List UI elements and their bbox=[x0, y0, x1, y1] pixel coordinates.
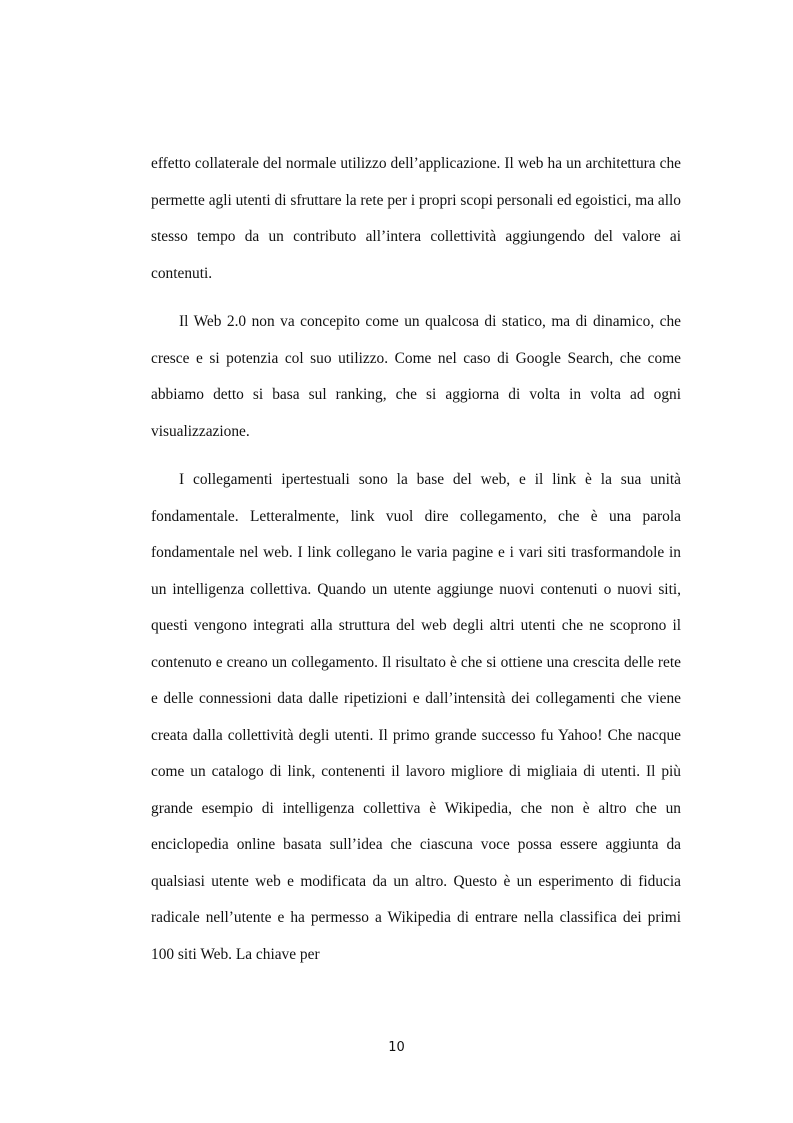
paragraph-web-architecture: effetto collaterale del normale utilizzo dell’applicazione. Il web ha un architettura che permette agli utenti di sfruttare la rete per i propri scopi personali ed egoistici, ma allo stesso tempo da un contributo all’intera collettività aggiungendo del valore ai contenuti. bbox=[151, 155, 681, 282]
page-number: 10 bbox=[388, 1040, 405, 1055]
paragraph-hyperlinks-collective-intelligence: I collegamenti ipertestuali sono la base del web, e il link è la sua unità fondamentale. Letteralmente, link vuol dire collegamento, che è una parola fondamentale nel web. I link collegano le varia pagine e i vari siti trasformandole in un intelligenza collettiva. Quando un utente aggiunge nuovi contenuti o nuovi siti, questi vengono integrati alla struttura del web degli altri utenti che ne scoprono il contenuto e creano un collegamento. Il risultato è che si ottiene una crescita delle rete e delle connessioni data dalle ripetizioni e dall’intensità dei collegamenti che viene creata dalla collettività degli utenti. Il primo grande successo fu Yahoo! Che nacque come un catalogo di link, contenenti il lavoro migliore di migliaia di utenti. Il più grande esempio di intelligenza collettiva è Wikipedia, che non è altro che un enciclopedia online basata sull’idea che ciascuna voce possa essere aggiunta da qualsiasi utente web e modificata da un altro. Questo è un esperimento di fiducia radicale nell’utente e ha permesso a Wikipedia di entrare nella classifica dei primi 100 siti Web. La chiave per bbox=[151, 471, 681, 963]
body-text bbox=[151, 146, 681, 973]
paragraph-web-2-0-dynamic: Il Web 2.0 non va concepito come un qualcosa di statico, ma di dinamico, che cresce e si potenzia col suo utilizzo. Come nel caso di Google Search, che come abbiamo detto si basa sul ranking, che si aggiorna di volta in volta ad ogni visualizzazione. bbox=[151, 313, 681, 440]
